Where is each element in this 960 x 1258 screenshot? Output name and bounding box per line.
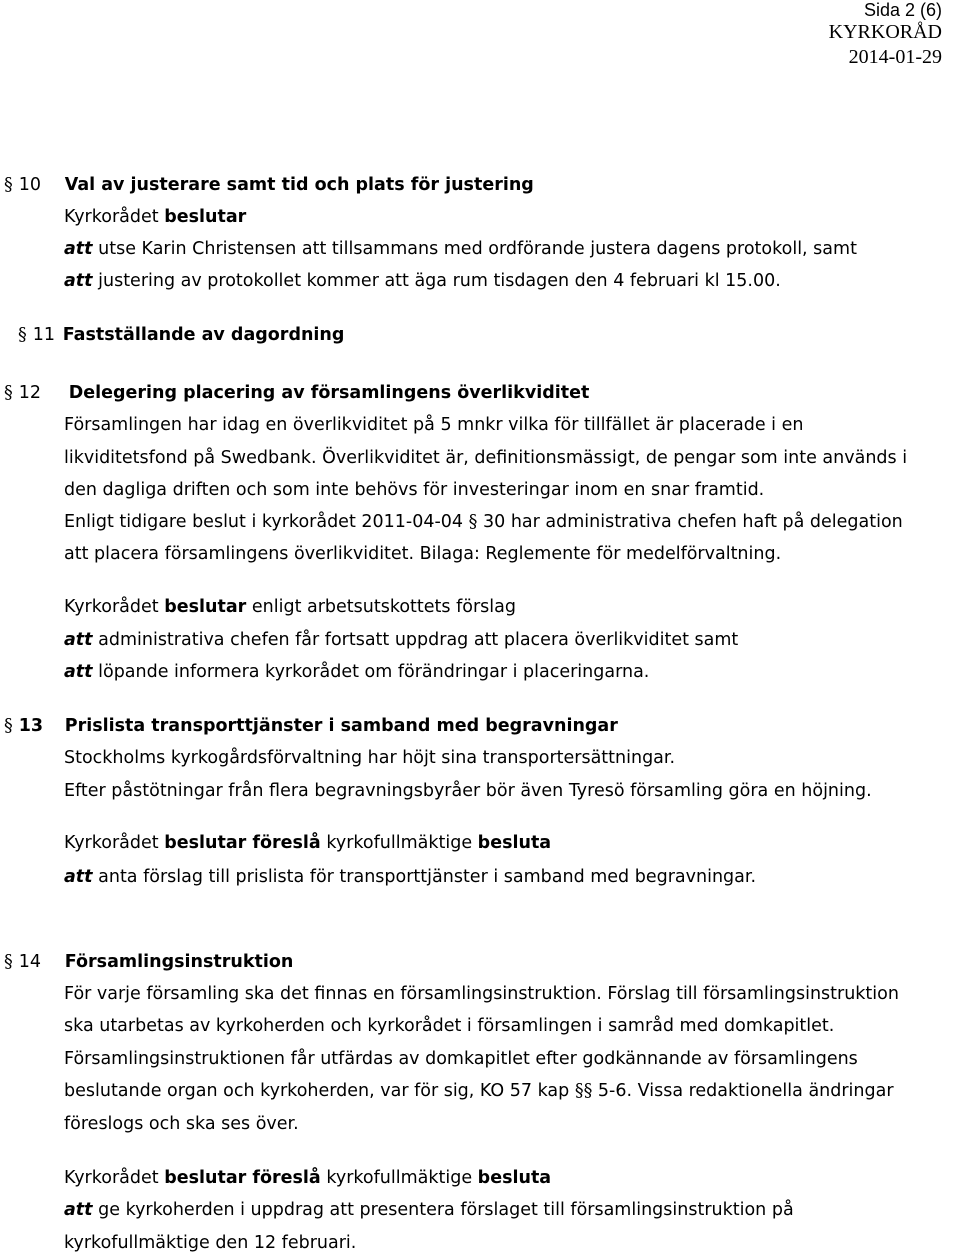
att-line: att ge kyrkoherden i uppdrag att presentera förslaget till församlingsinstruktion på: [64, 1200, 794, 1220]
section-symbol: §: [4, 952, 13, 972]
att-line: att anta förslag till prislista för transporttjänster i samband med begravningar.: [64, 867, 757, 887]
body-line: Stockholms kyrkogårdsförvaltning har höjt sina transportersättningar.: [64, 748, 676, 768]
section-title: Församlingsinstruktion: [64, 952, 294, 972]
section-13-heading: [4, 715, 618, 737]
decision-line: Kyrkorådet beslutar föreslå kyrkofullmäktige besluta: [64, 833, 552, 853]
section-title: Delegering placering av församlingens överlikviditet: [68, 383, 590, 403]
section-11-heading: [18, 324, 344, 346]
body-line: ska utarbetas av kyrkoherden och kyrkorådet i församlingen i samråd med domkapitlet.: [64, 1016, 835, 1036]
organization-name: KYRKORÅD: [828, 21, 942, 43]
body-line: att placera församlingens överlikviditet. Bilaga: Reglemente för medelförvaltning.: [64, 544, 782, 564]
section-symbol: §: [4, 383, 13, 403]
section-number: 11: [32, 325, 56, 345]
att-line: att administrativa chefen får fortsatt uppdrag att placera överlikviditet samt: [64, 630, 739, 650]
section-symbol: §: [18, 325, 27, 345]
body-line: Församlingsinstruktionen får utfärdas av domkapitlet efter godkännande av församlingens: [64, 1049, 858, 1069]
section-number: 10: [18, 175, 42, 195]
page-number: Sida 2 (6): [863, 0, 942, 20]
body-line: föreslogs och ska ses över.: [64, 1114, 299, 1134]
section-title: Val av justerare samt tid och plats för justering: [64, 175, 534, 195]
meeting-date: 2014-01-29: [848, 46, 942, 68]
att-line: att löpande informera kyrkorådet om förändringar i placeringarna.: [64, 662, 650, 682]
section-14-heading: [4, 951, 293, 973]
body-line: För varje församling ska det finnas en församlingsinstruktion. Förslag till församlingsinstruktion: [64, 984, 899, 1004]
att-line: att utse Karin Christensen att tillsammans med ordförande justera dagens protokoll, samt: [64, 239, 857, 259]
body-line: likviditetsfond på Swedbank. Överlikviditet är, definitionsmässigt, de pengar som inte används i: [64, 448, 908, 468]
decision-line: Kyrkorådet beslutar enligt arbetsutskottets förslag: [64, 597, 516, 617]
section-symbol: §: [4, 175, 13, 195]
body-line: Församlingen har idag en överlikviditet på 5 mnkr vilka för tillfället är placerade i en: [64, 415, 804, 435]
section-number: 13: [18, 716, 44, 736]
section-number: 14: [18, 952, 42, 972]
body-line: kyrkofullmäktige den 12 februari.: [64, 1233, 357, 1253]
section-title: Fastställande av dagordning: [62, 325, 345, 345]
att-line: att justering av protokollet kommer att äga rum tisdagen den 4 februari kl 15.00.: [64, 271, 781, 291]
decision-line: Kyrkorådet beslutar: [64, 207, 247, 227]
section-12-heading: [4, 382, 589, 404]
body-line: Efter påstötningar från flera begravningsbyråer bör även Tyresö församling göra en höjning.: [64, 781, 872, 801]
section-10-heading: [4, 174, 534, 196]
body-line: Enligt tidigare beslut i kyrkorådet 2011-04-04 § 30 har administrativa chefen haft på delegation: [64, 512, 903, 532]
section-symbol: §: [4, 716, 13, 736]
section-title: Prislista transporttjänster i samband med begravningar: [64, 716, 618, 736]
decision-line: Kyrkorådet beslutar föreslå kyrkofullmäktige besluta: [64, 1168, 552, 1188]
body-line: beslutande organ och kyrkoherden, var för sig, KO 57 kap §§ 5-6. Vissa redaktionella ändringar: [64, 1081, 894, 1101]
body-line: den dagliga driften och som inte behövs för investeringar inom en snar framtid.: [64, 480, 765, 500]
section-number: 12: [18, 383, 42, 403]
